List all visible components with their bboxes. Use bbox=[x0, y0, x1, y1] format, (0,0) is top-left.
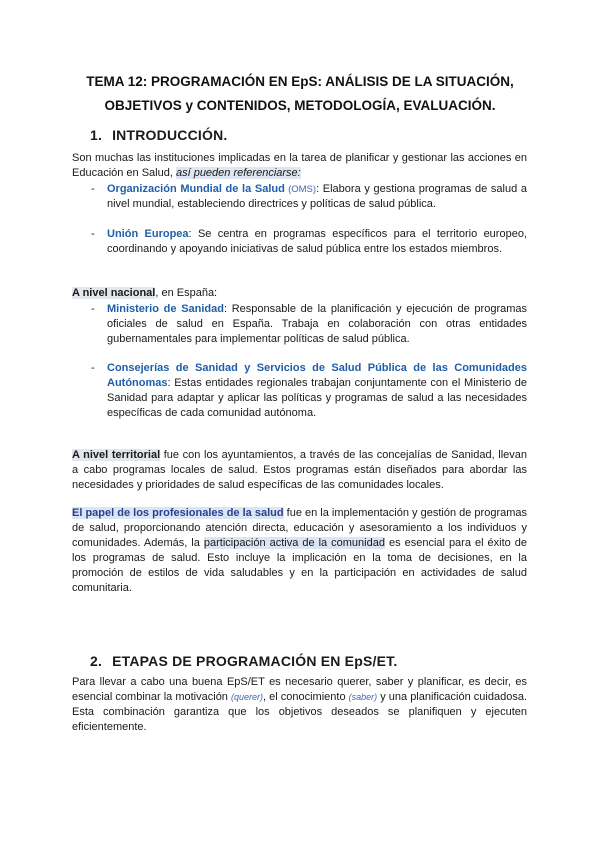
stages-paragraph bbox=[72, 675, 527, 735]
professionals-paragraph bbox=[72, 506, 527, 596]
section-1-title: INTRODUCCIÓN. bbox=[112, 127, 228, 143]
professionals-text-2: es esencial para el éxito de los programas de salud. Esto incluye la implicación en la toma de decisiones, en la promoción de estilos de vida saludables y en la participación en actividades de salud comunitaria. bbox=[72, 537, 527, 594]
section-1-heading bbox=[90, 127, 227, 143]
section-2-heading bbox=[90, 653, 397, 669]
territorial-paragraph bbox=[72, 448, 527, 493]
ue-text: : Se centra en programas específicos para el territorio europeo, coordinando y apoyando iniciativas de salud pública entre los estados miembros. bbox=[107, 228, 527, 255]
stages-text-2: , el conocimiento bbox=[263, 691, 349, 703]
community-highlight: participación activa de la comunidad bbox=[203, 537, 385, 549]
ministerio-text: : Responsable de la planificación y ejecución de programas oficiales de salud en España. Trabaja en colaboración con otras entidades gubernamentales para implementar políticas de salud pública. bbox=[107, 303, 527, 345]
intro-highlight: así pueden referenciarse: bbox=[175, 167, 301, 179]
consejerias-name: Consejerías de Sanidad y Servicios de Salud Pública de las Comunidades Autónomas bbox=[107, 362, 527, 389]
ministerio-name: Ministerio de Sanidad bbox=[107, 303, 224, 315]
list-item-consejerias bbox=[107, 361, 527, 421]
list-dash: - bbox=[91, 303, 95, 315]
professionals-text-1: fue en la implementación y gestión de programas de salud, proporcionando atención directa, educación y asesoramiento a los individuos y comunidades. Además, la bbox=[72, 507, 528, 549]
professionals-label: El papel de los profesionales de la salud bbox=[72, 507, 284, 519]
stages-text-3: y una planificación cuidadosa. Esta combinación garantiza que los objetivos deseados se planifiquen y ejecuten eficientemente. bbox=[72, 691, 528, 733]
list-dash: - bbox=[91, 362, 95, 374]
stages-text-1: Para llevar a cabo una buena EpS/ET es necesario querer, saber y planificar, es decir, es esencial combinar la motivación bbox=[72, 676, 527, 703]
list-dash: - bbox=[91, 183, 95, 195]
list-item-oms bbox=[107, 182, 527, 212]
note-querer: (querer) bbox=[231, 692, 264, 702]
list-item-ministerio bbox=[107, 302, 527, 347]
section-2-title: ETAPAS DE PROGRAMACIÓN EN EpS/ET. bbox=[112, 653, 398, 669]
title-line-2: OBJETIVOS y CONTENIDOS, METODOLOGÍA, EVALUACIÓN. bbox=[104, 98, 496, 113]
national-label: A nivel nacional bbox=[72, 287, 156, 299]
title-line-1: TEMA 12: PROGRAMACIÓN EN EpS: ANÁLISIS DE LA SITUACIÓN, bbox=[86, 74, 514, 89]
oms-text: : Elabora y gestiona programas de salud a nivel mundial, estableciendo directrices y políticas de salud pública. bbox=[107, 183, 527, 210]
oms-name: Organización Mundial de la Salud bbox=[107, 183, 285, 195]
intro-text: Son muchas las instituciones implicadas en la tarea de planificar y gestionar las acciones en Educación en Salud, bbox=[72, 152, 527, 179]
note-saber: (saber) bbox=[348, 692, 378, 702]
territorial-label: A nivel territorial bbox=[72, 449, 161, 461]
intro-paragraph bbox=[72, 151, 527, 181]
list-item-ue bbox=[107, 227, 527, 257]
consejerias-text: : Estas entidades regionales trabajan conjuntamente con el Ministerio de Sanidad para adaptar y aplicar las políticas y programas de salud a las necesidades específicas de cada comunidad autónoma. bbox=[107, 377, 527, 419]
territorial-text: fue con los ayuntamientos, a través de las concejalías de Sanidad, llevan a cabo programas locales de salud. Estos programas están diseñados para abordar las necesidades y prioridades de salud específicas de las comunidades locales. bbox=[72, 449, 527, 491]
document-title bbox=[40, 70, 560, 118]
ue-name: Unión Europea bbox=[107, 228, 189, 240]
list-dash: - bbox=[91, 228, 95, 240]
section-2-number: 2. bbox=[90, 653, 103, 669]
oms-abbr: (OMS) bbox=[284, 184, 317, 195]
section-1-number: 1. bbox=[90, 127, 103, 143]
national-paragraph bbox=[72, 286, 527, 301]
national-rest: , en España: bbox=[155, 287, 218, 299]
